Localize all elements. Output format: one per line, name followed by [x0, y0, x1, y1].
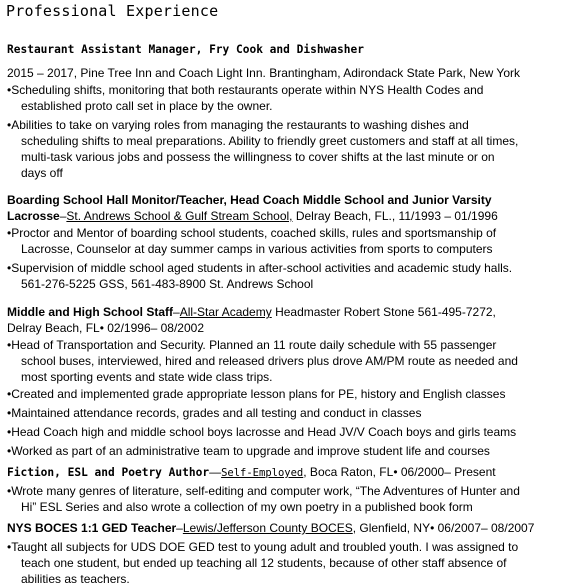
separator: –	[173, 305, 180, 319]
job-meta: 2015 – 2017, Pine Tree Inn and Coach Light Inn. Brantingham, Adirondack State Park, New York	[7, 66, 520, 80]
bullet-line: Lacrosse, Counselor at day summer camps in various activities from sports to computers	[21, 242, 493, 256]
separator: –	[176, 521, 183, 535]
bullet-line: 561-276-5225 GSS, 561-483-8900 St. Andrews School	[21, 277, 314, 291]
bullet-line: •Created and implemented grade appropriate lesson plans for PE, history and English classes	[7, 387, 506, 401]
job-meta: Delray Beach, FL• 02/1996– 08/2002	[7, 321, 205, 335]
job-title-line	[7, 208, 498, 224]
employer-link[interactable]: Lewis/Jefferson County BOCES	[182, 521, 353, 535]
bullet-line: •Maintained attendance records, grades and all testing and conduct in classes	[7, 406, 422, 420]
job-title-line	[7, 520, 534, 536]
job-title: Lacrosse	[7, 209, 60, 223]
job-meta: Headmaster Robert Stone 561-495-7272,	[271, 305, 496, 319]
bullet-line: scheduling shifts to meal preparations. Ability to friendly greet customers and staff at all times,	[21, 134, 519, 148]
bullet-line: Hi” ESL Series and also wrote a collection of my own poetry in a published book form	[21, 500, 473, 514]
job-title-line	[7, 464, 496, 480]
employer-link[interactable]: All-Star Academy	[179, 305, 272, 319]
bullet-line: most sporting events and state wide class trips.	[21, 370, 273, 384]
bullet-line: teach one student, but ended up teaching all 12 students, because of other staff absence of	[21, 556, 507, 570]
job-title: Fiction, ESL and Poetry Author	[7, 466, 210, 479]
bullet-line: •Scheduling shifts, monitoring that both restaurants operate within NYS Health Codes and	[7, 83, 484, 97]
employer-link[interactable]: St. Andrews School & Gulf Stream School,	[66, 209, 293, 223]
separator: –	[59, 209, 67, 223]
job-meta: , Boca Raton, FL• 06/2000– Present	[303, 465, 496, 479]
bullet-line: days off	[21, 166, 63, 180]
bullet-line: •Worked as part of an administrative team to upgrade and improve student life and courses	[7, 444, 490, 458]
bullet-line: •Head Coach high and middle school boys lacrosse and Head JV/V Coach boys and girls teams	[7, 425, 517, 439]
job-title: NYS BOCES 1:1 GED Teacher	[7, 521, 177, 535]
section-heading: Professional Experience	[6, 2, 219, 20]
bullet-line: •Wrote many genres of literature, self-editing and computer work, “The Adventures of Hunter and	[7, 484, 520, 498]
job-title: Middle and High School Staff	[7, 305, 173, 319]
bullet-line: school buses, interviewed, hired and released drivers plus drove AM/PM route as needed and	[21, 354, 518, 368]
bullet-line: •Head of Transportation and Security. Planned an 11 route daily schedule with 55 passenger	[7, 338, 497, 352]
bullet-line: •Abilities to take on varying roles from managing the restaurants to washing dishes and	[7, 118, 469, 132]
employer-link[interactable]: Self-Employed	[221, 467, 304, 479]
separator: —	[209, 465, 222, 479]
bullet-line: •Supervision of middle school aged students in after-school activities and academic study halls.	[7, 261, 513, 275]
job-title: Boarding School Hall Monitor/Teacher, Head Coach Middle School and Junior Varsity	[7, 193, 492, 207]
job-meta: Delray Beach, FL., 11/1993 – 01/1996	[292, 209, 498, 223]
bullet-line: abilities as teachers.	[21, 572, 130, 586]
job-meta: , Glenfield, NY• 06/2007– 08/2007	[352, 521, 535, 535]
bullet-line: •Proctor and Mentor of boarding school students, coached skills, rules and sportsmanship of	[7, 226, 497, 240]
bullet-line: •Taught all subjects for UDS DOE GED test to young adult and troubled youth. I was assigned to	[7, 540, 519, 554]
job-title: Restaurant Assistant Manager, Fry Cook and Dishwasher	[7, 43, 364, 56]
job-title-line	[7, 304, 496, 320]
bullet-line: established proto call set in place by the owner.	[21, 99, 273, 113]
bullet-line: multi-task various jobs and possess the willingness to cover shifts at the last minute or on	[21, 150, 495, 164]
